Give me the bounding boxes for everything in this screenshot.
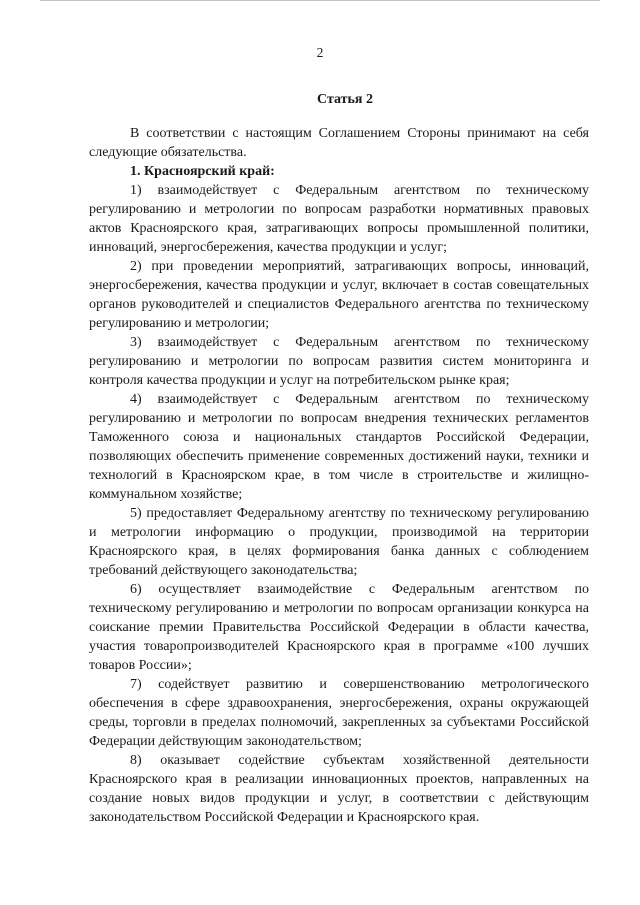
list-item: 6) осуществляет взаимодействие с Федеральным агентством по техническому регулированию и метрологии по вопросам организации конкурса на соискание премии Правительства Российской Федерации в области качества, участия товаропроизводителей Красноярского края в программе «100 лучших товаров России»; [89, 582, 589, 673]
scan-top-edge [40, 0, 600, 3]
list-item: 5) предоставляет Федеральному агентству по техническому регулированию и метрологии информацию о продукции, производимой на территории Красноярского края, в целях формирования банка данных с соблюдением требований действующего законодательства; [89, 506, 589, 578]
list-item: 2) при проведении мероприятий, затрагивающих вопросы, инноваций, энергосбережения, качества продукции и услуг, включает в состав совещательных органов руководителей и специалистов Федерального агентства по техническому регулированию и метрологии; [89, 259, 589, 331]
intro-paragraph: В соответствии с настоящим Соглашением Стороны принимают на себя следующие обязательства. [89, 126, 589, 160]
page-number: 2 [316, 45, 324, 60]
list-item: 4) взаимодействует с Федеральным агентством по техническому регулированию и метрологии по вопросам внедрения технических регламентов Таможенного союза и национальных стандартов Российской Федерации, позволяющих обеспечить применение современных достижений науки, техники и технологий в Красноярском крае, в том числе в строительстве и жилищно-коммунальном хозяйстве; [89, 392, 589, 502]
document-body [89, 124, 589, 827]
list-item: 8) оказывает содействие субъектам хозяйственной деятельности Красноярского края в реализации инновационных проектов, направленных на создание новых видов продукции и услуг, в соответствии с действующим законодательством Российской Федерации и Красноярского края. [89, 753, 589, 825]
list-item: 1) взаимодействует с Федеральным агентством по техническому регулированию и метрологии по вопросам разработки нормативных правовых актов Красноярского края, затрагивающих вопросы промышленной политики, инноваций, энергосбережения, качества продукции и услуг; [89, 183, 589, 255]
article-title: Статья 2 [317, 92, 373, 107]
list-item: 7) содействует развитию и совершенствованию метрологического обеспечения в сфере здравоохранения, энергосбережения, охраны окружающей среды, торговли в пределах полномочий, закрепленных за субъектами Российской Федерации действующим законодательством; [89, 677, 589, 749]
list-item: 3) взаимодействует с Федеральным агентством по техническому регулированию и метрологии по вопросам развития систем мониторинга и контроля качества продукции и услуг на потребительском рынке края; [89, 335, 589, 388]
section-heading: 1. Красноярский край: [130, 164, 275, 179]
